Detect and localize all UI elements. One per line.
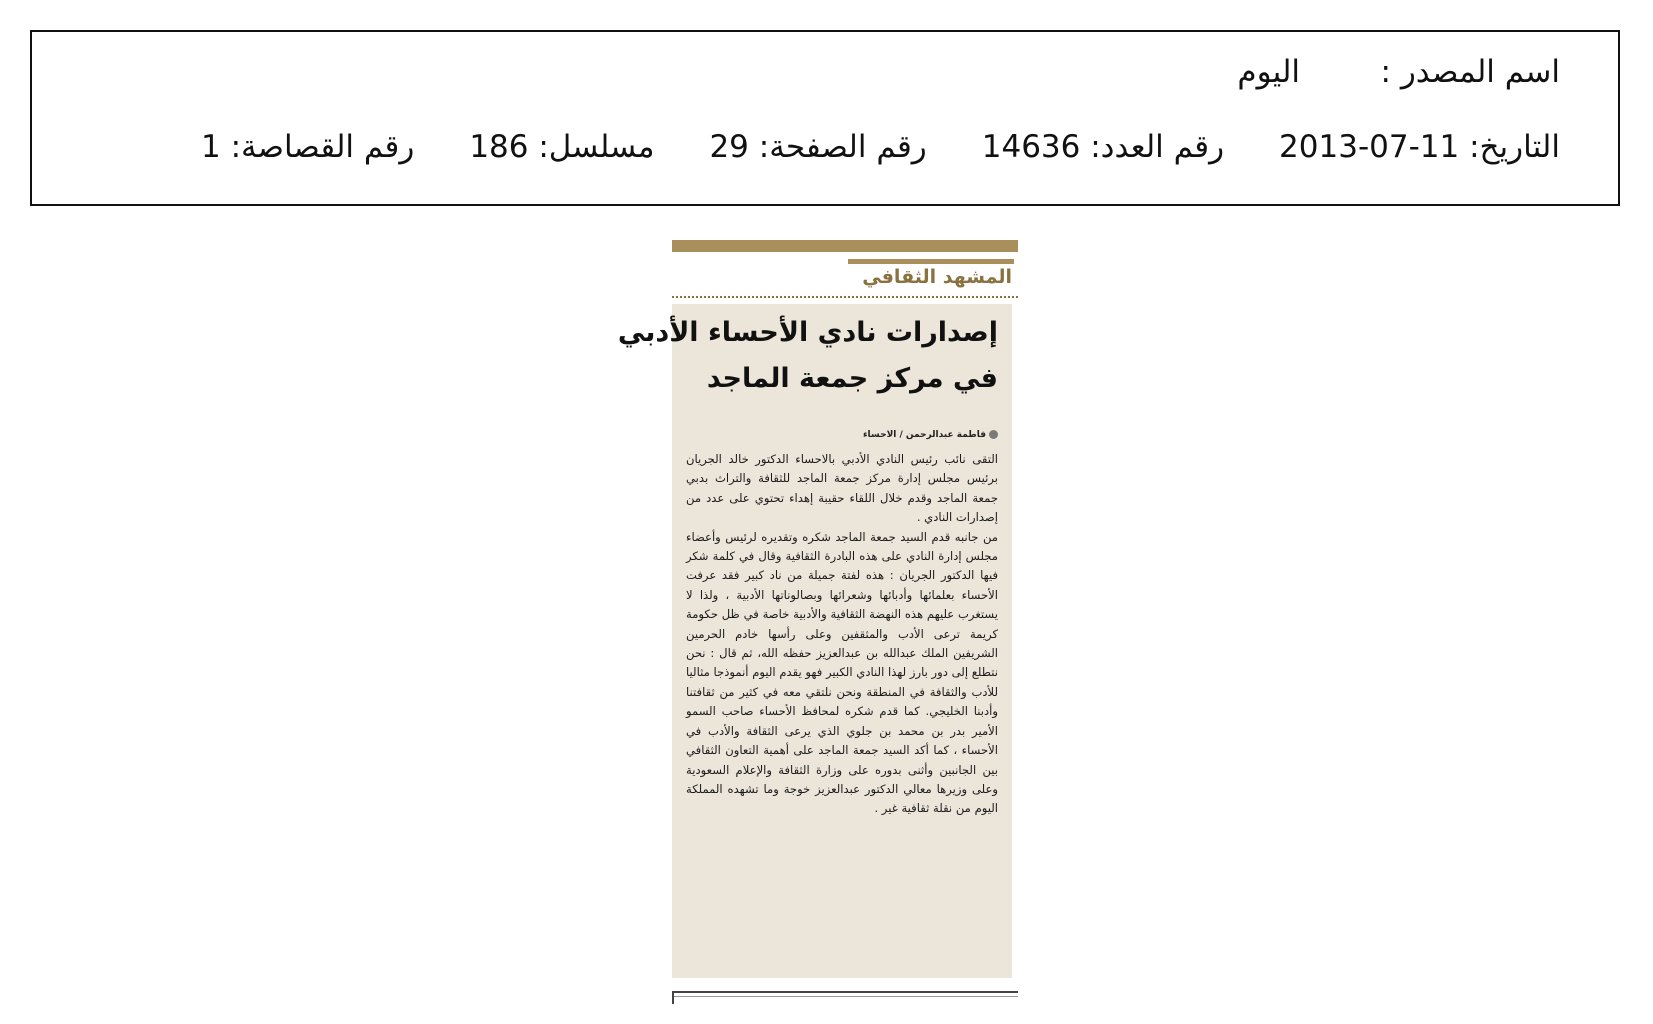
metadata-row <box>201 127 1560 167</box>
page-label: رقم الصفحة: <box>758 129 927 165</box>
section-title: المشهد الثقافي <box>862 266 1012 288</box>
section-rule <box>848 259 1014 264</box>
paragraph-1: التقى نائب رئيس النادي الأدبي بالاحساء الدكتور خالد الجريان برئيس مجلس إدارة مركز جمعة الماجد للثقافة والتراث بدبي جمعة الماجد وقدم خلال اللقاء حقيبة إهداء تحتوي على عدد من إصدارات النادي . <box>686 452 998 525</box>
source-value: اليوم <box>1237 54 1300 90</box>
paragraph-2: من جانبه قدم السيد جمعة الماجد شكره وتقديره لرئيس وأعضاء مجلس إدارة النادي على هذه البادرة الثقافية وقال في كلمة شكر فيها الدكتور الجريان : هذه لفتة جميلة من ناد كبير فقد عرفت الأحساء بعلمائها وأدبائها وشعرائها وبصالوناتها الأدبية ، ولذا لا يستغرب عليهم هذه النهضة الثقافية والأدبية خاصة في ظل حكومة كريمة ترعى الأدب والمثقفين وعلى رأسها خادم الحرمين الشريفين الملك عبدالله بن عبدالعزيز حفظه الله، ثم قال : نحن نتطلع إلى دور بارز لهذا النادي الكبير فهو يقدم اليوم أنموذجا مثاليا للأدب والثقافة في المنطقة ونحن نلتقي معه في كثير من ثقافتنا وأدبنا الخليجي. كما قدم شكره لمحافظ الأحساء صاحب السمو الأمير بدر بن محمد بن جلوي الذي يرعى الثقافة والأدب في الأحساء ، كما أكد السيد جمعة الماجد على أهمية التعاون الثقافي بين الجانبين وأثنى بدوره على وزارة الثقافة والإعلام السعودية وعلى وزيرها معالي الدكتور عبدالعزيز خوجة وما تشهده المملكة اليوم من نقلة ثقافية غير . <box>686 529 998 816</box>
source-row <box>1237 52 1560 92</box>
serial-label: مسلسل: <box>538 129 655 165</box>
article-headline <box>617 310 998 402</box>
byline-text: فاطمة عبدالرحمن / الاحساء <box>862 430 986 440</box>
dotted-divider <box>672 296 1018 298</box>
headline-line-1: إصدارات نادي الأحساء الأدبي <box>617 317 998 348</box>
bottom-rule-thin <box>672 996 1018 997</box>
bullet-icon <box>989 430 998 439</box>
page-value: 29 <box>709 129 749 165</box>
headline-line-2: في مركز جمعة الماجد <box>706 363 998 394</box>
bottom-rule <box>672 991 1018 993</box>
clip-field <box>201 127 414 167</box>
clipping-top-bar <box>672 240 1018 252</box>
source-label: اسم المصدر : <box>1380 54 1560 90</box>
date-label: التاريخ: <box>1469 129 1560 165</box>
serial-value: 186 <box>469 129 529 165</box>
issue-field <box>982 127 1224 167</box>
bottom-tick <box>672 992 674 1004</box>
serial-field <box>469 127 654 167</box>
source-info-box <box>30 30 1620 206</box>
clip-label: رقم القصاصة: <box>230 129 415 165</box>
page-field <box>709 127 926 167</box>
issue-value: 14636 <box>981 129 1081 165</box>
issue-label: رقم العدد: <box>1090 129 1225 165</box>
date-value: 2013-07-11 <box>1279 129 1460 165</box>
article-body <box>686 450 998 819</box>
clip-value: 1 <box>200 129 221 165</box>
date-field <box>1279 127 1560 167</box>
newspaper-clipping <box>617 240 1018 1010</box>
article-byline <box>863 430 998 440</box>
